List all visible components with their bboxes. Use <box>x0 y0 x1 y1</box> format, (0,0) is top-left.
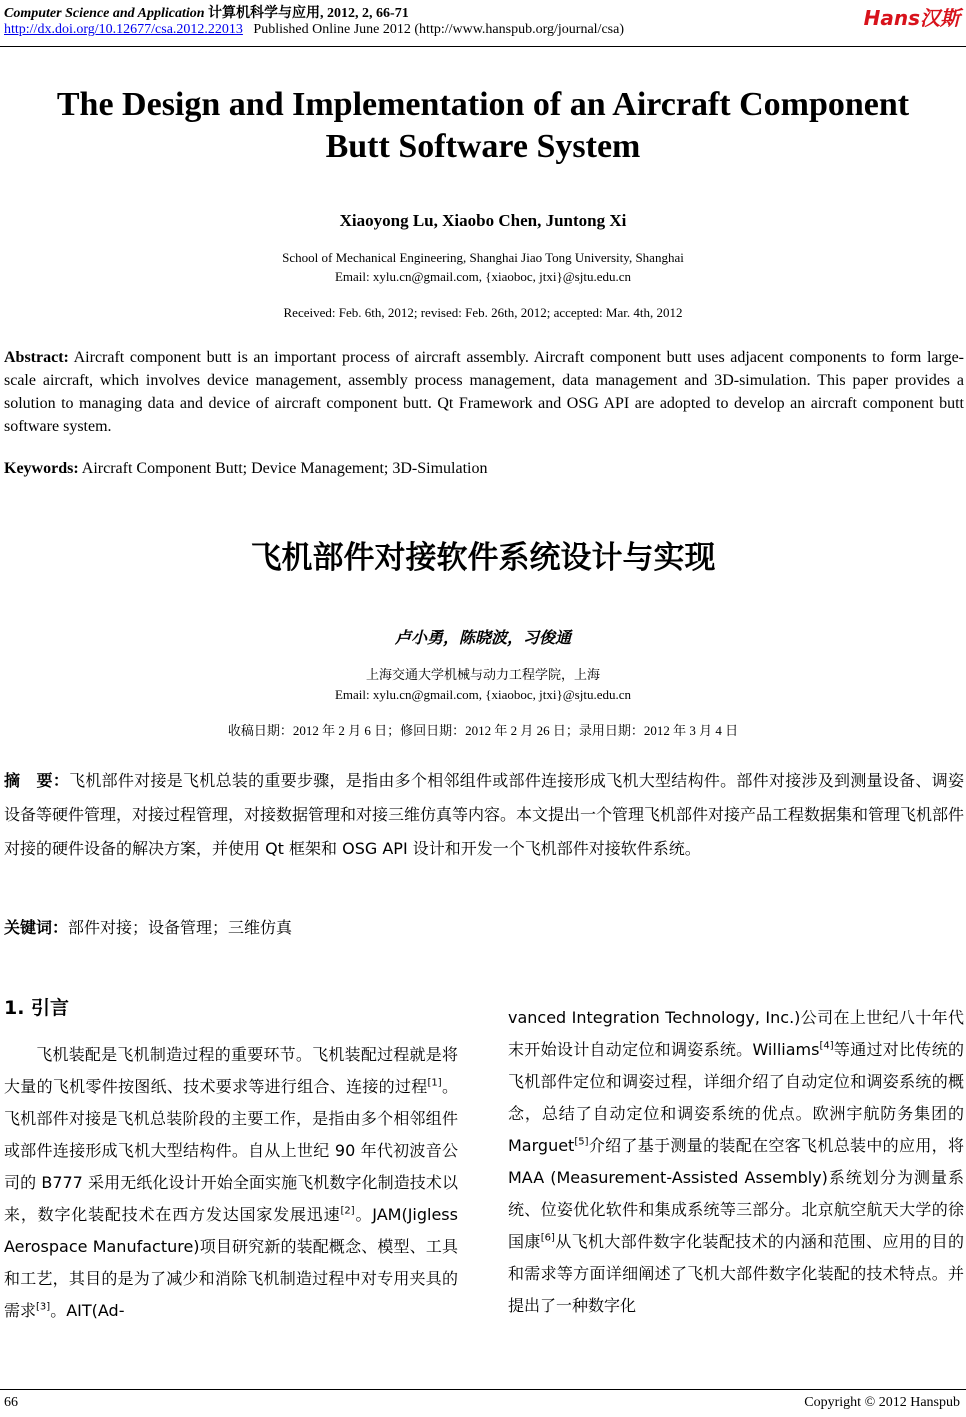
left-para-text-4: 。AIT(Ad- <box>50 1301 125 1320</box>
journal-name-zh: 计算机科学与应用 <box>208 6 321 21</box>
keywords-en <box>4 460 964 478</box>
keywords-en-label: Keywords: <box>4 460 79 477</box>
received-dates-zh: 收稿日期：2012 年 2 月 6 日；修回日期：2012 年 2 月 26 日；录用日期：2012 年 3 月 4 日 <box>227 723 739 738</box>
citation-ref[interactable]: [2] <box>340 1205 355 1217</box>
citation-ref[interactable]: [4] <box>819 1040 834 1052</box>
citation-ref[interactable]: [1] <box>427 1077 442 1089</box>
title-en-line2: Butt Software System <box>325 128 641 165</box>
paper-title-zh: 飞机部件对接软件系统设计与实现 <box>250 540 716 576</box>
header-divider <box>0 46 966 47</box>
left-para-text-3: 。JAM(Jigless Aerospace Manufacture)项目研究新的装配概念、模型、工具和工艺，其目的是为了减少和消除飞机制造过程中对专用夹具的需求 <box>4 1205 458 1320</box>
left-para-text-2: 。飞机部件对接是飞机总装阶段的主要工作，是指由多个相邻组件或部件连接形成飞机大型结构件。自从上世纪 90 年代初波音公司的 B777 采用无纸化设计开始全面实施飞机数字化制造技术以来，数字化装配技术在西方发达国家发展迅速 <box>4 1077 458 1224</box>
journal-name-en: Computer Science and Application <box>4 6 205 21</box>
abstract-en <box>4 346 964 438</box>
affiliation-en: School of Mechanical Engineering, Shanghai Jiao Tong University, Shanghai <box>282 250 684 265</box>
title-en-line1: The Design and Implementation of an Aircraft Component <box>56 86 910 123</box>
abstract-zh-label: 摘 要： <box>4 771 70 790</box>
abstract-zh <box>4 764 964 866</box>
copyright-notice: Copyright © 2012 Hanspub <box>804 1395 960 1410</box>
right-para-text-1: vanced Integration Technology, Inc.)公司在上世纪八十年代末开始设计自动定位和调姿系统。Williams <box>508 1008 964 1059</box>
keywords-zh-label: 关键词： <box>4 918 69 937</box>
keywords-en-text: Aircraft Component Butt; Device Management; 3D-Simulation <box>78 460 488 477</box>
paper-title-en <box>0 84 966 168</box>
keywords-zh <box>4 915 964 938</box>
citation-ref[interactable]: [5] <box>574 1136 589 1148</box>
doi-link[interactable]: http://dx.doi.org/10.12677/csa.2012.22013 <box>4 22 243 37</box>
authors-en: Xiaoyong Lu, Xiaobo Chen, Juntong Xi <box>339 211 627 230</box>
affiliation-zh: 上海交通大学机械与动力工程学院，上海 <box>365 667 600 682</box>
published-info: Published Online June 2012 (http://www.hanspub.org/journal/csa) <box>253 22 624 37</box>
hanspub-logo: Hans汉斯 <box>863 6 960 30</box>
authors-zh: 卢小勇，陈晓波，习俊通 <box>394 628 571 647</box>
right-para-text-2: 等通过对比传统的飞机部件定位和调姿过程，详细介绍了自动定位和调姿系统的概念，总结了自动定位和调姿系统的优点。欧洲宇航防务集团的 Marguet <box>508 1040 964 1155</box>
received-dates-en: Received: Feb. 6th, 2012; revised: Feb. 26th, 2012; accepted: Mar. 4th, 2012 <box>283 305 683 320</box>
keywords-zh-text: 部件对接；设备管理；三维仿真 <box>68 918 293 937</box>
footer-divider <box>0 1389 966 1390</box>
right-para-text-3: 介绍了基于测量的装配在空客飞机总装中的应用，将 MAA (Measurement-Assisted Assembly)系统划分为测量系统、位姿优化软件和集成系统等三部分。北京航空航天大学的徐国康 <box>508 1136 964 1251</box>
citation-ref[interactable]: [3] <box>36 1301 51 1313</box>
abstract-zh-text: 飞机部件对接是飞机总装的重要步骤，是指由多个相邻组件或部件连接形成飞机大型结构件。部件对接涉及到测量设备、调姿设备等硬件管理，对接过程管理，对接数据管理和对接三维仿真等内容。本文提出一个管理飞机部件对接产品工程数据集和管理飞机部件对接的硬件设备的解决方案，并使用 Qt 框架和 OSG API 设计和开发一个飞机部件对接软件系统。 <box>4 771 965 858</box>
page-number: 66 <box>4 1395 18 1410</box>
abstract-en-text: Aircraft component butt is an important process of aircraft assembly. Aircraft component butt uses adjacent components to form large-scale aircraft, which involves device management, assembly process management, data management and 3D-simulation. This paper provides a solution to managing data and device of aircraft component butt. Qt Framework and OSG API are adopted to develop an aircraft component butt software system. <box>4 349 964 435</box>
left-para-text-1: 飞机装配是飞机制造过程的重要环节。飞机装配过程就是将大量的飞机零件按图纸、技术要求等进行组合、连接的过程 <box>4 1045 458 1096</box>
abstract-en-label: Abstract: <box>4 349 69 366</box>
body-column-right <box>508 1002 964 1322</box>
email-en: Email: xylu.cn@gmail.com, {xiaoboc, jtxi}@sjtu.edu.cn <box>334 269 631 284</box>
section-heading-introduction: 1. 引言 <box>4 997 70 1019</box>
right-para-text-4: 从飞机大部件数字化装配技术的内涵和范围、应用的目的和需求等方面详细阐述了飞机大部件数字化装配的技术特点。并提出了一种数字化 <box>508 1232 964 1315</box>
doi-line <box>4 22 624 38</box>
citation-ref[interactable]: [6] <box>540 1232 555 1244</box>
body-column-left <box>4 1039 458 1327</box>
email-zh: Email: xylu.cn@gmail.com, {xiaoboc, jtxi}@sjtu.edu.cn <box>334 687 631 702</box>
journal-header <box>4 2 409 22</box>
volume-info: , 2012, 2, 66-71 <box>320 6 409 21</box>
